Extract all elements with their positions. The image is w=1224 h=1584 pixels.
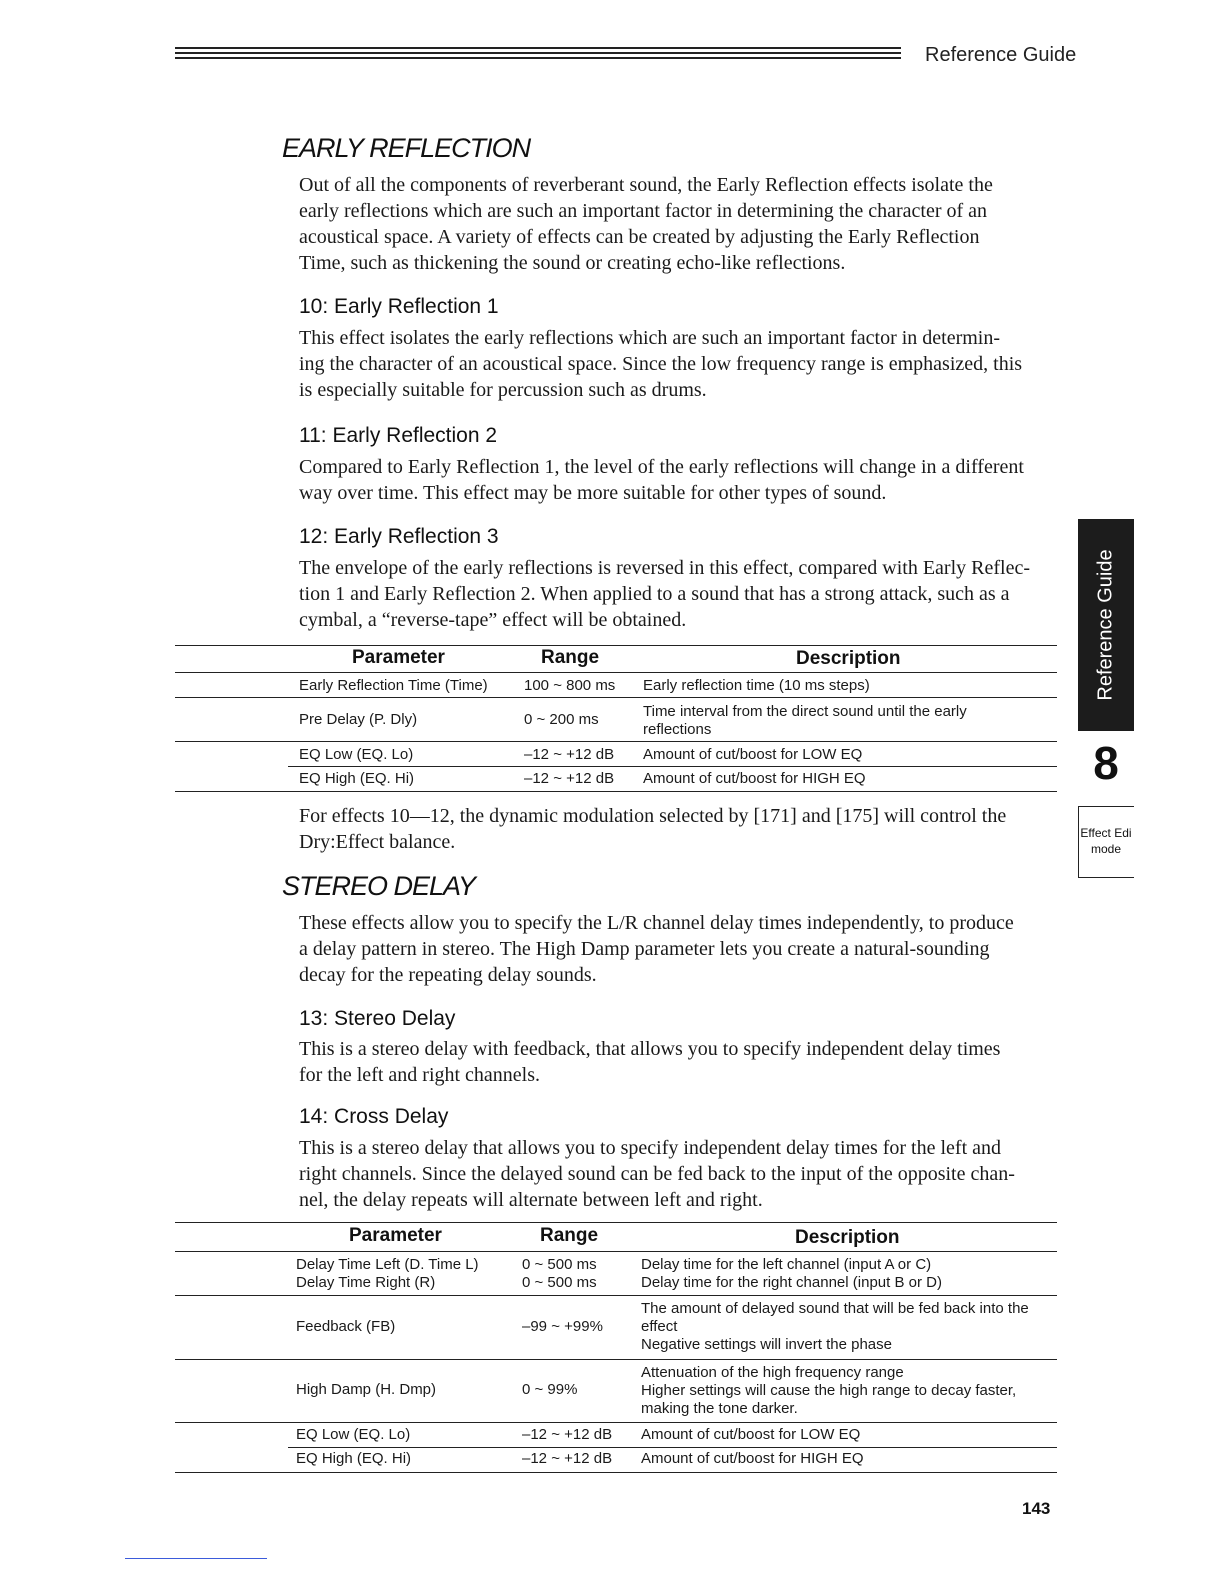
text-line: nel, the delay repeats will alternate between left and right.: [299, 1189, 763, 1211]
table-cell-param: EQ Low (EQ. Lo): [296, 1426, 411, 1443]
desc-line: The amount of delayed sound that will be fed back into the: [641, 1300, 1029, 1317]
footnote-rule: [125, 1558, 267, 1559]
table-cell-desc: Amount of cut/boost for HIGH EQ: [641, 1450, 864, 1467]
table-cell-desc: [641, 1364, 1061, 1418]
chapter-divider: [1078, 806, 1134, 807]
effect-title-12: 12: Early Reflection 3: [299, 525, 499, 548]
table-rule: [175, 791, 1057, 792]
table-cell-desc: Amount of cut/boost for LOW EQ: [643, 746, 863, 763]
table-cell-range: 0 ~ 500 ms: [522, 1274, 597, 1291]
running-header-title: Reference Guide: [925, 44, 1077, 66]
table-cell-desc: Delay time for the left channel (input A or C): [641, 1256, 932, 1273]
text-line: This is a stereo delay that allows you to specify independent delay times for the left and: [299, 1137, 1002, 1159]
page-number: 143: [1022, 1499, 1051, 1518]
table-cell-param: Feedback (FB): [296, 1318, 396, 1335]
table-header-parameter: Parameter: [349, 1225, 442, 1246]
table-cell-range: –12 ~ +12 dB: [522, 1426, 613, 1443]
table-cell-desc: [641, 1300, 1061, 1354]
effect-desc-12: [299, 555, 1059, 633]
table-cell-param: High Damp (H. Dmp): [296, 1381, 437, 1398]
effect-desc-11: [299, 454, 1059, 506]
text-line: way over time. This effect may be more suitable for other types of sound.: [299, 482, 887, 504]
table-rule: [175, 1222, 1057, 1223]
text-line: tion 1 and Early Reflection 2. When applied to a sound that has a strong attack, such as a: [299, 583, 1010, 605]
header-rule-lines: [175, 47, 901, 63]
chapter-side-tab: [1078, 519, 1134, 731]
effect-title-13: 13: Stereo Delay: [299, 1007, 456, 1030]
chapter-label: [1078, 825, 1134, 857]
desc-line: reflections: [643, 721, 712, 738]
text-line: is especially suitable for percussion such as drums.: [299, 379, 707, 401]
table-rule: [175, 672, 1057, 673]
text-line: For effects 10—12, the dynamic modulation selected by [171] and [175] will control the: [299, 805, 1007, 827]
early-reflection-note: [299, 803, 1059, 855]
table-cell-param: Early Reflection Time (Time): [299, 677, 488, 694]
table-header-description: Description: [795, 1227, 900, 1248]
table-header-range: Range: [541, 647, 600, 668]
text-line: decay for the repeating delay sounds.: [299, 964, 597, 986]
table-cell-range: 0 ~ 200 ms: [524, 711, 599, 728]
chapter-label-underline: [1078, 877, 1134, 878]
stereo-delay-intro: [299, 910, 1059, 988]
table-cell-range: 0 ~ 99%: [522, 1381, 578, 1398]
table-cell-desc: Delay time for the right channel (input B or D): [641, 1274, 942, 1291]
table-rule: [175, 1359, 1057, 1360]
desc-line: Negative settings will invert the phase: [641, 1336, 892, 1353]
table-rule: [175, 1422, 1057, 1423]
section-title-early-reflection: EARLY REFLECTION: [282, 133, 531, 163]
text-line: ing the character of an acoustical space. Since the low frequency range is emphasized, this: [299, 353, 1023, 375]
chapter-label-border: [1078, 806, 1079, 878]
table-cell-range: –99 ~ +99%: [522, 1318, 603, 1335]
text-line: cymbal, a “reverse-tape” effect will be obtained.: [299, 609, 687, 631]
text-line: right channels. Since the delayed sound can be fed back to the input of the opposite chan-: [299, 1163, 1015, 1185]
desc-line: effect: [641, 1318, 678, 1335]
effect-desc-14: [299, 1135, 1059, 1213]
table-rule: [175, 697, 1057, 698]
effect-title-14: 14: Cross Delay: [299, 1105, 449, 1128]
table-rule: [288, 766, 1057, 767]
table-cell-range: –12 ~ +12 dB: [524, 770, 615, 787]
desc-line: Time interval from the direct sound until the early: [643, 703, 967, 720]
table-header-parameter: Parameter: [352, 647, 445, 668]
text-line: This effect isolates the early reflections which are such an important factor in determin-: [299, 327, 1001, 349]
desc-line: Attenuation of the high frequency range: [641, 1364, 904, 1381]
table-cell-range: 0 ~ 500 ms: [522, 1256, 597, 1273]
text-line: These effects allow you to specify the L/R channel delay times independently, to produce: [299, 912, 1014, 934]
text-line: Dry:Effect balance.: [299, 831, 456, 853]
text-line: This is a stereo delay with feedback, that allows you to specify independent delay times: [299, 1038, 1001, 1060]
table-cell-range: 100 ~ 800 ms: [524, 677, 616, 694]
desc-line: Higher settings will cause the high range to decay faster,: [641, 1382, 1017, 1399]
table-rule: [175, 741, 1057, 742]
text-line: The envelope of the early reflections is reversed in this effect, compared with Early Reflec-: [299, 557, 1030, 579]
early-reflection-intro: [299, 172, 1059, 276]
table-cell-desc: Amount of cut/boost for LOW EQ: [641, 1426, 861, 1443]
chapter-label-line: Effect Edi: [1080, 826, 1132, 840]
effect-desc-13: [299, 1036, 1059, 1088]
effect-title-11: 11: Early Reflection 2: [299, 424, 498, 447]
table-cell-desc: [643, 703, 967, 739]
table-cell-range: –12 ~ +12 dB: [524, 746, 615, 763]
table-cell-range: –12 ~ +12 dB: [522, 1450, 613, 1467]
effect-desc-10: [299, 325, 1059, 403]
table-cell-param: Delay Time Left (D. Time L): [296, 1256, 479, 1273]
table-rule: [175, 1295, 1057, 1296]
table-cell-param: EQ Low (EQ. Lo): [299, 746, 414, 763]
table-cell-param: EQ High (EQ. Hi): [296, 1450, 412, 1467]
chapter-number: 8: [1093, 737, 1119, 789]
text-line: Out of all the components of reverberant sound, the Early Reflection effects isolate the: [299, 174, 993, 196]
table-header-range: Range: [540, 1225, 599, 1246]
chapter-label-line: mode: [1090, 842, 1122, 856]
text-line: Time, such as thickening the sound or creating echo-like reflections.: [299, 252, 846, 274]
table-rule: [175, 1251, 1057, 1252]
table-cell-desc: Amount of cut/boost for HIGH EQ: [643, 770, 866, 787]
side-tab-label: Reference Guide: [1094, 549, 1117, 701]
table-header-description: Description: [796, 648, 901, 669]
effect-title-10: 10: Early Reflection 1: [299, 295, 499, 318]
table-cell-param: Delay Time Right (R): [296, 1274, 436, 1291]
text-line: early reflections which are such an important factor in determining the character of an: [299, 200, 988, 222]
desc-line: making the tone darker.: [641, 1400, 798, 1417]
text-line: Compared to Early Reflection 1, the level of the early reflections will change in a different: [299, 456, 1024, 478]
text-line: for the left and right channels.: [299, 1064, 541, 1086]
table-cell-param: EQ High (EQ. Hi): [299, 770, 415, 787]
text-line: a delay pattern in stereo. The High Damp parameter lets you create a natural-sounding: [299, 938, 990, 960]
text-line: acoustical space. A variety of effects can be created by adjusting the Early Reflection: [299, 226, 980, 248]
table-cell-desc: Early reflection time (10 ms steps): [643, 677, 870, 694]
table-rule: [288, 1447, 1057, 1448]
table-rule: [175, 645, 1057, 646]
section-title-stereo-delay: STEREO DELAY: [282, 871, 476, 901]
table-cell-param: Pre Delay (P. Dly): [299, 711, 418, 728]
table-rule: [175, 1472, 1057, 1473]
